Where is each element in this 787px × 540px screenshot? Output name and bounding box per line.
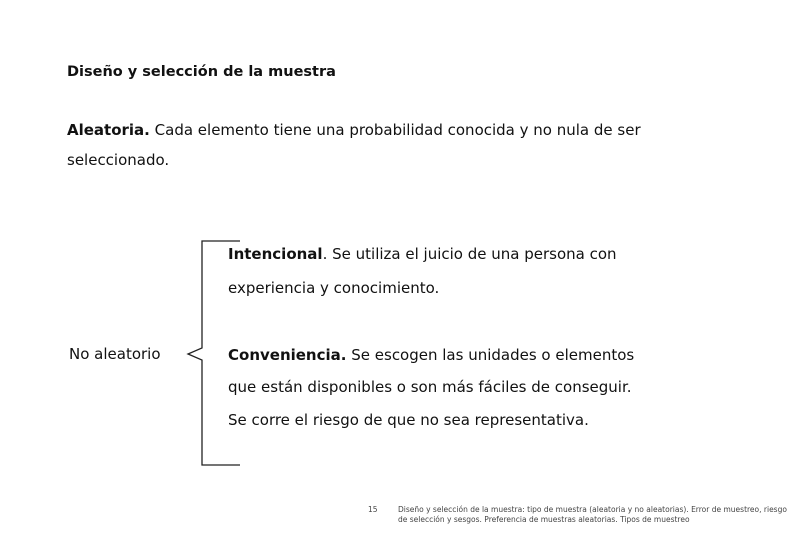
intentional-text-1: . Se utiliza el juicio de una persona con <box>322 245 617 263</box>
convenience-text-1: Se escogen las unidades o elementos <box>346 346 635 364</box>
intentional-line-2: experiencia y conocimiento. <box>228 279 440 297</box>
convenience-line-3: Se corre el riesgo de que no sea representativa. <box>228 411 589 429</box>
convenience-line-2: que están disponibles o son más fáciles de conseguir. <box>228 378 632 396</box>
page-heading: Diseño y selección de la muestra <box>67 64 336 80</box>
intentional-line-1 <box>228 245 617 263</box>
footer-line-1: Diseño y selección de la muestra: tipo de muestra (aleatoria y no aleatorias). Error de muestreo, riesgo <box>398 505 787 514</box>
convenience-term: Conveniencia. <box>228 346 347 364</box>
random-text-1: Cada elemento tiene una probabilidad conocida y no nula de ser <box>149 121 641 139</box>
footer-line-2: de selección y sesgos. Preferencia de muestras aleatorias. Tipos de muestreo <box>398 515 690 524</box>
intentional-term: Intencional <box>228 245 323 263</box>
footer-page-number: 15 <box>368 505 378 514</box>
convenience-line-1 <box>228 346 634 364</box>
random-definition-line-2: seleccionado. <box>67 151 170 169</box>
random-term: Aleatoria. <box>67 121 150 139</box>
non-random-label: No aleatorio <box>69 345 161 363</box>
